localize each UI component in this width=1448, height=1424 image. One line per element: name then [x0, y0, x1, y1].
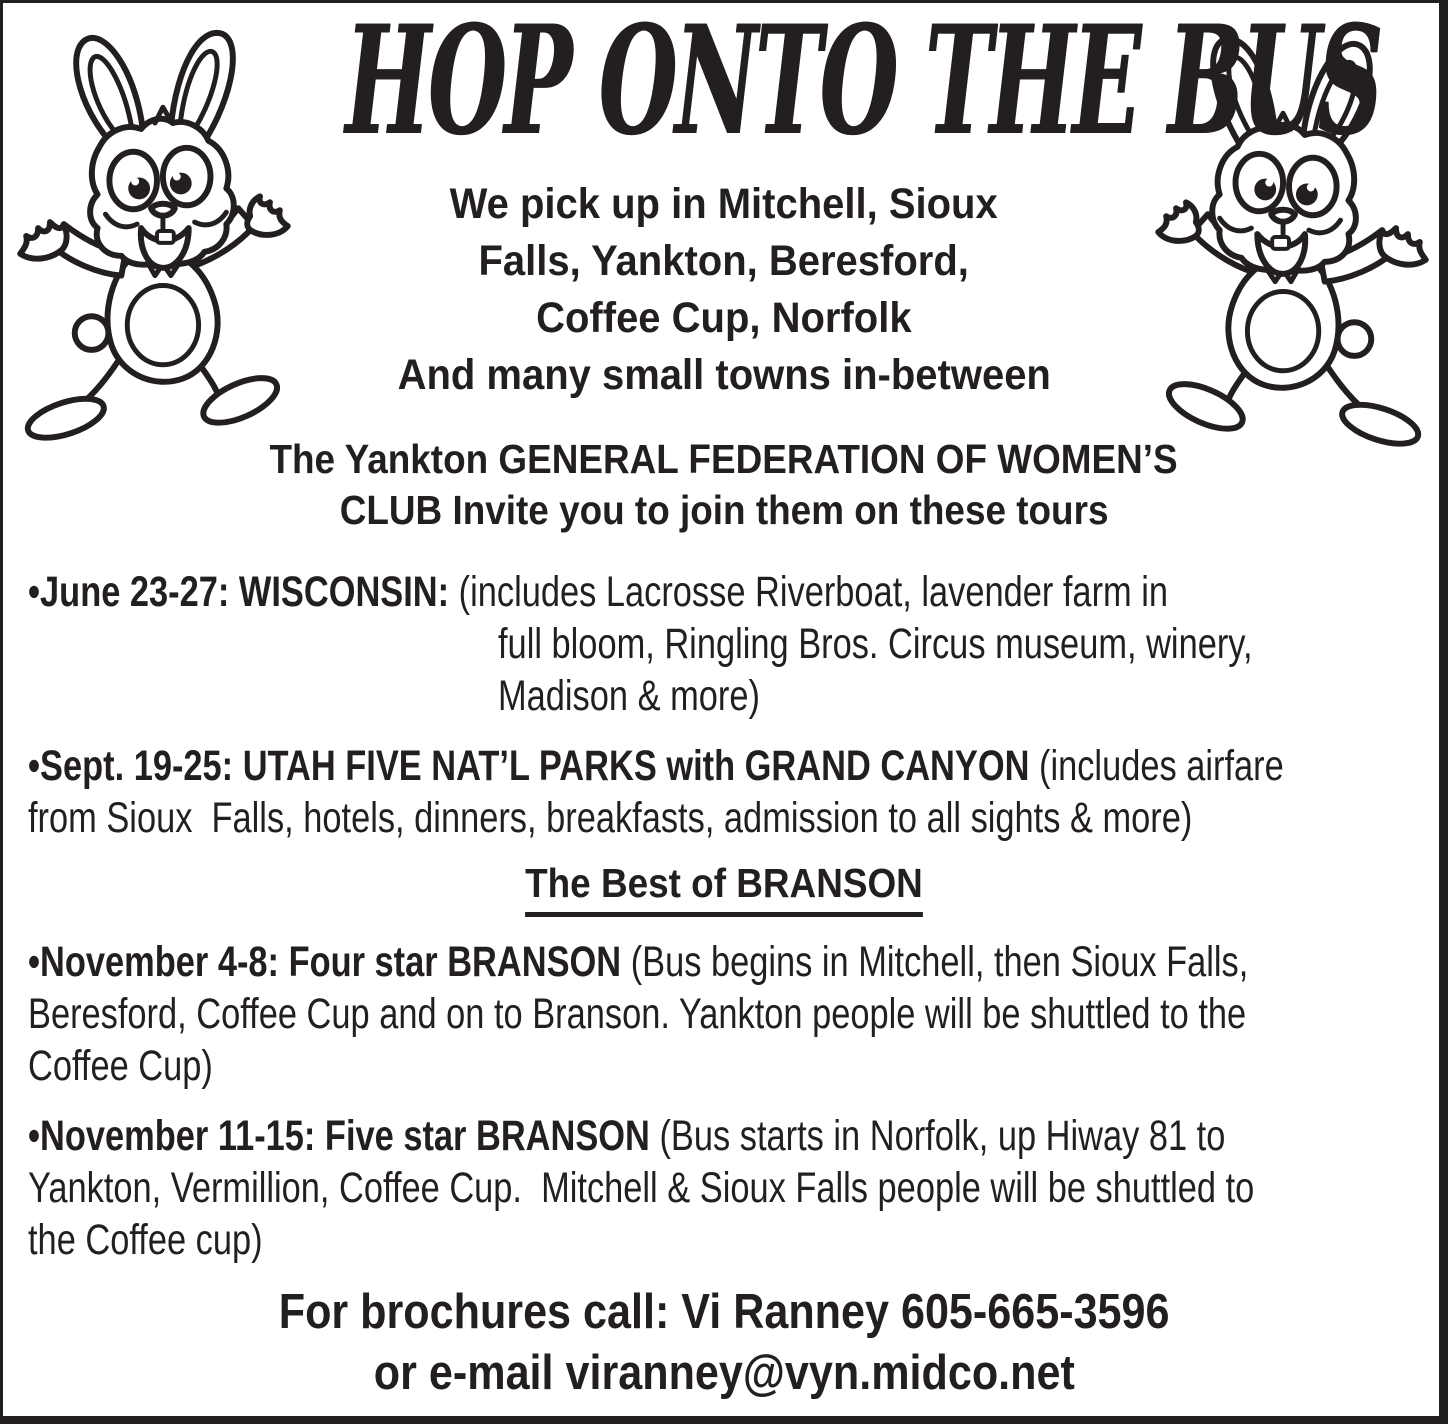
club-line-1: The Yankton GENERAL FEDERATION OF WOMEN’S	[269, 436, 1179, 482]
tour-item-utah-parks	[28, 740, 1430, 844]
tour-line: Beresford, Coffee Cup and on to Branson. Yankton people will be shuttled to the	[28, 990, 1247, 1038]
club-line-2: CLUB Invite you to join them on these tours	[339, 487, 1109, 533]
pickup-line-2: Falls, Yankton, Beresford,	[478, 237, 970, 285]
branson-heading: The Best of BRANSON	[0, 856, 1448, 917]
club-invitation-block	[0, 434, 1448, 536]
tour-line: •November 11-15: Five star BRANSON (Bus starts in Norfolk, up Hiway 81 to	[28, 1112, 1226, 1160]
tour-line: from Sioux Falls, hotels, dinners, breakfasts, admission to all sights & more)	[28, 794, 1193, 842]
tour-item-five-star-branson	[28, 1110, 1430, 1266]
tour-line: Madison & more)	[498, 672, 760, 720]
tour-line: full bloom, Ringling Bros. Circus museum, winery,	[498, 620, 1253, 668]
pickup-line-1: We pick up in Mitchell, Sioux	[449, 180, 999, 228]
pickup-block	[0, 176, 1448, 404]
ad-title: HOP ONTO THE BUS	[345, 0, 1381, 169]
pickup-line-4: And many small towns in-between	[397, 351, 1051, 399]
contact-block	[0, 1282, 1448, 1404]
tour-line: Yankton, Vermillion, Coffee Cup. Mitchell & Sioux Falls people will be shuttled to	[28, 1164, 1255, 1212]
pickup-line-3: Coffee Cup, Norfolk	[536, 294, 912, 342]
tour-line: Coffee Cup)	[28, 1042, 213, 1090]
tour-line: •November 4-8: Four star BRANSON (Bus begins in Mitchell, then Sioux Falls,	[28, 938, 1249, 986]
tour-line: •Sept. 19-25: UTAH FIVE NAT’L PARKS with GRAND CANYON (includes airfare	[28, 742, 1284, 790]
tour-line: the Coffee cup)	[28, 1216, 263, 1264]
contact-phone-line: For brochures call: Vi Ranney 605-665-3596	[278, 1285, 1170, 1339]
tour-item-four-star-branson	[28, 936, 1430, 1092]
contact-email-line: or e-mail viranney@vyn.midco.net	[373, 1346, 1075, 1400]
tour-line: •June 23-27: WISCONSIN: (includes Lacrosse Riverboat, lavender farm in	[28, 568, 1169, 616]
tour-item-wisconsin	[28, 566, 1430, 722]
